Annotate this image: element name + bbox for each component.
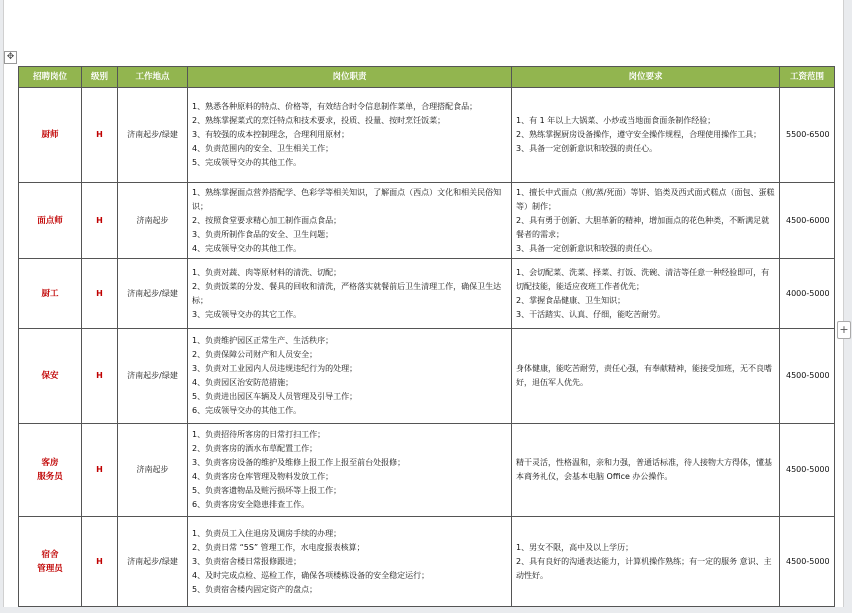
column-header: 工资范围 bbox=[780, 67, 835, 88]
duty-item: 2、负责保障公司财产和人员安全； bbox=[192, 350, 318, 359]
requirements-cell[interactable] bbox=[512, 424, 780, 517]
requirement-item: 精干灵活，性格温和，亲和力强，普通话标准，待人接物大方得体，懂基本商务礼仪，会基本电脑 Office 办公操作。 bbox=[516, 458, 772, 481]
requirement-item: 3、具备一定创新意识和较强的责任心。 bbox=[516, 144, 658, 153]
position-name: 保安 bbox=[41, 371, 59, 381]
position-name-cell[interactable] bbox=[19, 183, 82, 259]
salary-cell[interactable]: 4500-5000 bbox=[780, 424, 835, 517]
column-header: 级别 bbox=[82, 67, 118, 88]
duty-item: 4、负责园区治安防范措施； bbox=[192, 378, 294, 387]
position-name: 服务员 bbox=[37, 472, 63, 482]
duty-item: 3、负责客房设备的维护及维修上报工作上报至前台处报修； bbox=[192, 458, 406, 467]
salary-cell[interactable]: 4000-5000 bbox=[780, 259, 835, 329]
duty-item: 4、完成领导交办的其他工作。 bbox=[192, 243, 302, 253]
table-row bbox=[19, 88, 835, 183]
duty-item: 1、熟练掌握面点营养搭配学、色彩学等相关知识，了解面点（西点）文化和相关民俗知识； bbox=[192, 187, 502, 211]
duty-item: 1、负责员工入住退房及调房手续的办理； bbox=[192, 528, 342, 538]
location-cell[interactable]: 济南起步 bbox=[118, 424, 188, 517]
requirements-cell[interactable] bbox=[512, 259, 780, 329]
table-row bbox=[19, 183, 835, 259]
duty-item: 5、完成领导交办的其他工作。 bbox=[192, 158, 302, 167]
location-cell[interactable]: 济南起步/绿建 bbox=[118, 88, 188, 183]
position-name: 客房 bbox=[41, 458, 59, 468]
duty-item: 5、负责客遗物品及赃污损坏等上报工作； bbox=[192, 486, 342, 495]
duty-item: 3、负责宿舍楼日常报修跟进； bbox=[192, 556, 302, 566]
document-bottom-margin bbox=[0, 607, 852, 613]
duty-item: 1、负责招待所客房的日常打扫工作； bbox=[192, 430, 326, 439]
duty-item: 4、负责客房仓库管理及物料发放工作； bbox=[192, 472, 334, 481]
requirement-item: 2、掌握食品健康、卫生知识； bbox=[516, 295, 626, 305]
duty-item: 6、完成领导交办的其他工作。 bbox=[192, 406, 302, 415]
duty-item: 2、负责饭菜的分发、餐具的回收和清洗，严格落实就餐前后卫生清理工作，确保卫生达标； bbox=[192, 281, 502, 305]
level-cell[interactable]: H bbox=[82, 424, 118, 517]
duties-cell[interactable] bbox=[188, 517, 512, 607]
duty-item: 5、负责进出园区车辆及人员管理及引导工作； bbox=[192, 392, 358, 401]
table-row bbox=[19, 329, 835, 424]
duty-item: 4、负责范围内的安全、卫生相关工作； bbox=[192, 144, 334, 153]
add-column-icon[interactable]: + bbox=[837, 321, 851, 339]
requirement-item: 2、熟练掌握厨房设备操作，遵守安全操作规程，合理使用操作工具； bbox=[516, 130, 762, 139]
requirement-item: 3、干活踏实、认真、仔细，能吃苦耐劳。 bbox=[516, 309, 666, 319]
duty-item: 4、及时完成点检、巡检工作，确保各项楼栋设备的安全稳定运行； bbox=[192, 570, 430, 580]
salary-cell[interactable]: 4500-6000 bbox=[780, 183, 835, 259]
requirement-item: 2、具有勇于创新、大胆革新的精神，增加面点的花色种类，不断满足就餐者的需求； bbox=[516, 215, 770, 239]
requirement-item: 2、具有良好的沟通表达能力，计算机操作熟练；有一定的服务 意识、主动性好。 bbox=[516, 556, 772, 580]
position-name: 厨师 bbox=[41, 130, 59, 140]
location-cell[interactable]: 济南起步/绿建 bbox=[118, 517, 188, 607]
duty-item: 6、负责客房安全隐患排查工作。 bbox=[192, 500, 310, 509]
recruitment-table bbox=[18, 66, 835, 607]
table-row bbox=[19, 517, 835, 607]
salary-cell[interactable]: 4500-5000 bbox=[780, 329, 835, 424]
table-header-row bbox=[19, 67, 835, 88]
position-name: 宿舍 bbox=[41, 549, 59, 560]
duties-cell[interactable] bbox=[188, 329, 512, 424]
level-cell[interactable]: H bbox=[82, 183, 118, 259]
duty-item: 2、按照食堂要求精心加工制作面点食品； bbox=[192, 215, 342, 225]
location-cell[interactable]: 济南起步/绿建 bbox=[118, 329, 188, 424]
column-header: 招聘岗位 bbox=[19, 67, 82, 88]
level-cell[interactable]: H bbox=[82, 517, 118, 607]
requirement-item: 1、有 1 年以上大锅菜、小炒或当地面食面条制作经验； bbox=[516, 116, 716, 125]
requirements-cell[interactable] bbox=[512, 88, 780, 183]
location-cell[interactable]: 济南起步/绿建 bbox=[118, 259, 188, 329]
duty-item: 1、熟悉各种原料的特点、价格等，有效结合时令信息制作菜单，合理搭配食品； bbox=[192, 102, 478, 111]
position-name-cell[interactable] bbox=[19, 259, 82, 329]
requirements-cell[interactable] bbox=[512, 517, 780, 607]
requirement-item: 1、擅长中式面点（煎/蒸/死面）等饼、馅类及西式面式糕点（面包、蛋糕等）制作； bbox=[516, 187, 775, 211]
duty-item: 3、完成领导交办的其它工作。 bbox=[192, 309, 302, 319]
requirement-item: 身体健康，能吃苦耐劳，责任心强，有奉献精神，能接受加班，无不良嗜好，退伍军人优先。 bbox=[516, 364, 772, 387]
duty-item: 2、熟练掌握菜式的烹饪特点和技术要求，投质、投量、按时烹饪饭菜； bbox=[192, 116, 446, 125]
duty-item: 1、负责对蔬、肉等原材料的清洗、切配； bbox=[192, 267, 342, 277]
table-row bbox=[19, 259, 835, 329]
level-cell[interactable]: H bbox=[82, 259, 118, 329]
position-name-cell[interactable] bbox=[19, 329, 82, 424]
duties-cell[interactable] bbox=[188, 259, 512, 329]
requirement-item: 1、会切配菜、洗菜、择菜、打饭、洗碗、清洁等任意一种经验即可，有切配技能，能适应夜班工作者优先； bbox=[516, 267, 770, 291]
requirements-cell[interactable] bbox=[512, 329, 780, 424]
position-name-cell[interactable] bbox=[19, 517, 82, 607]
column-header: 工作地点 bbox=[118, 67, 188, 88]
column-header: 岗位职责 bbox=[188, 67, 512, 88]
position-name: 面点师 bbox=[37, 215, 63, 226]
table-move-handle-icon[interactable]: ✥ bbox=[4, 51, 17, 64]
duty-item: 2、负责客房的酒水布草配置工作； bbox=[192, 444, 318, 453]
requirement-item: 1、男女不限，高中及以上学历； bbox=[516, 542, 634, 552]
level-cell[interactable]: H bbox=[82, 88, 118, 183]
duty-item: 5、负责宿舍楼内固定资产的盘点； bbox=[192, 584, 318, 594]
duties-cell[interactable] bbox=[188, 183, 512, 259]
position-name-cell[interactable] bbox=[19, 424, 82, 517]
location-cell[interactable]: 济南起步 bbox=[118, 183, 188, 259]
salary-cell[interactable]: 5500-6500 bbox=[780, 88, 835, 183]
level-cell[interactable]: H bbox=[82, 329, 118, 424]
duties-cell[interactable] bbox=[188, 88, 512, 183]
salary-cell[interactable]: 4500-5000 bbox=[780, 517, 835, 607]
duty-item: 3、负责对工业园内人员违规违纪行为的处理； bbox=[192, 364, 358, 373]
requirements-cell[interactable] bbox=[512, 183, 780, 259]
column-header: 岗位要求 bbox=[512, 67, 780, 88]
duty-item: 1、负责维护园区正常生产、生活秩序； bbox=[192, 336, 334, 345]
position-name-cell[interactable] bbox=[19, 88, 82, 183]
requirement-item: 3、具备一定创新意识和较强的责任心。 bbox=[516, 243, 658, 253]
duty-item: 3、负责所制作食品的安全、卫生问题； bbox=[192, 229, 334, 239]
position-name: 管理员 bbox=[37, 563, 63, 574]
duty-item: 2、负责日常 “5S” 管理工作，水电度报表核算； bbox=[192, 542, 365, 552]
duty-item: 3、有较强的成本控制理念，合理利用原材； bbox=[192, 130, 350, 139]
position-name: 厨工 bbox=[41, 288, 59, 299]
duties-cell[interactable] bbox=[188, 424, 512, 517]
table-row bbox=[19, 424, 835, 517]
